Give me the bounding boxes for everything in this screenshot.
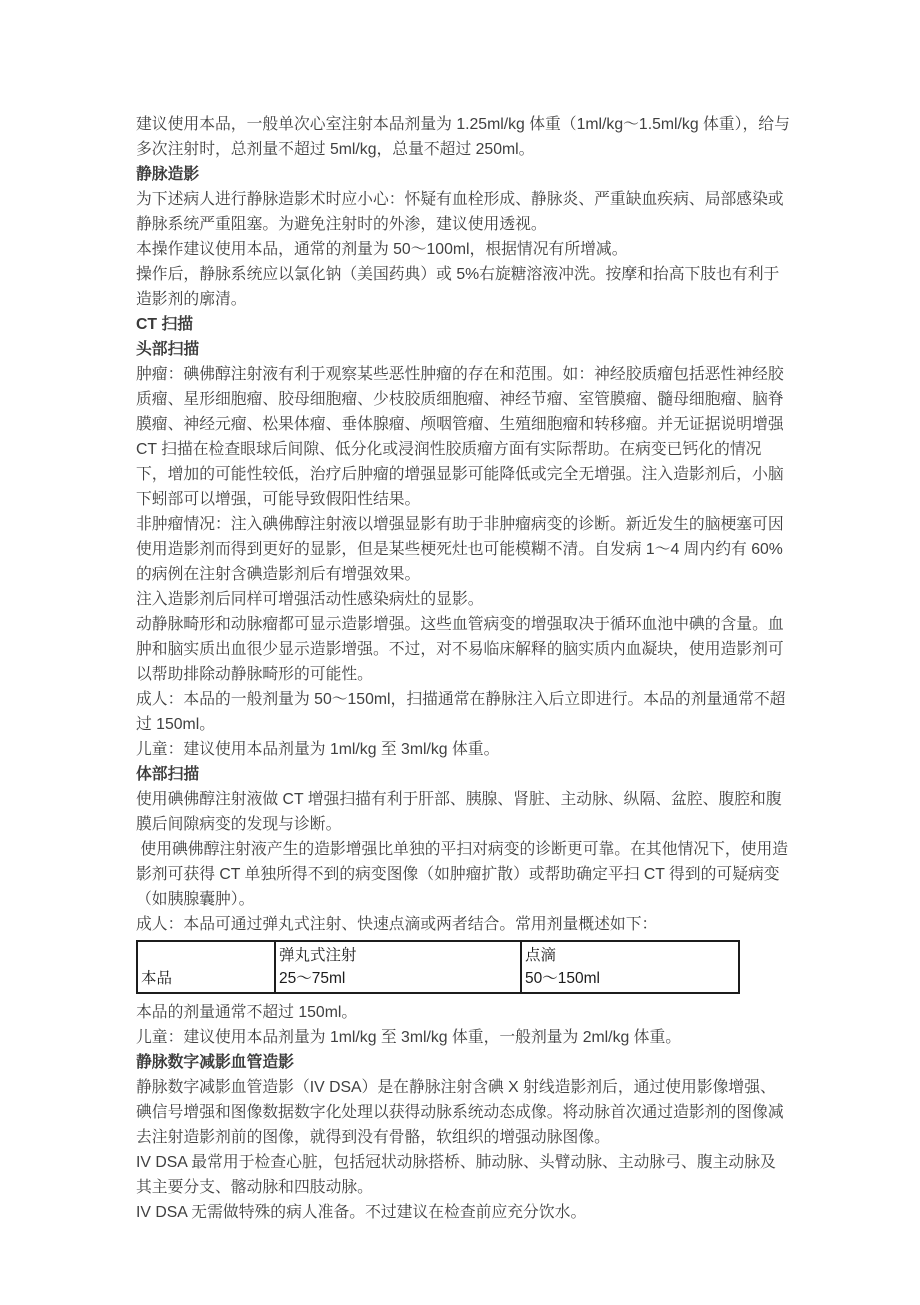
paragraph-head-adult-dose: 成人：本品的一般剂量为 50～150ml，扫描通常在静脉注入后立即进行。本品的剂量通常不超过 150ml。 <box>136 691 786 733</box>
paragraph-venography-caution: 为下述病人进行静脉造影术时应小心：怀疑有血栓形成、静脉炎、严重缺血疾病、局部感染或静脉系统严重阻塞。为避免注射时的外渗，建议使用透视。 <box>136 191 784 233</box>
paragraph-venography-dose: 本操作建议使用本品，通常的剂量为 50～100ml，根据情况有所增减。 <box>136 241 628 258</box>
paragraph-iv-dsa-description: 静脉数字减影血管造影（IV DSA）是在静脉注射含碘 X 射线造影剂后，通过使用影像增强、碘信号增强和图像数据数字化处理以获得动脉系统动态成像。将动脉首次通过造影剂的图像减去注射造影剂前的图像，就得到没有骨骼，软组织的增强动脉图像。 <box>136 1079 784 1146</box>
heading-iv-dsa: 静脉数字减影血管造影 <box>136 1054 294 1071</box>
dosage-table-bolus-value: 25～75ml <box>279 970 346 987</box>
dosage-table <box>136 940 740 994</box>
paragraph-iv-dsa-preparation: IV DSA 无需做特殊的病人准备。不过建议在检查前应充分饮水。 <box>136 1204 587 1221</box>
heading-body-scan: 体部扫描 <box>136 766 200 783</box>
heading-venography: 静脉造影 <box>136 166 200 183</box>
paragraph-body-scan-reliability: 使用碘佛醇注射液产生的造影增强比单独的平扫对病变的诊断更可靠。在其他情况下，使用造影剂可获得 CT 单独所得不到的病变图像（如肿瘤扩散）或帮助确定平扫 CT 得到的可疑病变（如胰腺囊肿）。 <box>136 841 789 908</box>
paragraph-body-adult-dose-intro: 成人：本品可通过弹丸式注射、快速点滴或两者结合。常用剂量概述如下： <box>136 916 658 933</box>
paragraph-infection-enhancement: 注入造影剂后同样可增强活动性感染病灶的显影。 <box>136 591 484 608</box>
paragraph-venography-flush: 操作后，静脉系统应以氯化钠（美国药典）或 5%右旋糖溶液冲洗。按摩和抬高下肢也有利于造影剂的廓清。 <box>136 266 780 308</box>
dosage-table-bolus-header: 弹丸式注射 <box>279 947 357 964</box>
dosage-table-drip-cell <box>520 942 738 992</box>
dosage-table-bolus-cell <box>274 942 520 992</box>
paragraph-avm-aneurysm: 动静脉畸形和动脉瘤都可显示造影增强。这些血管病变的增强取决于循环血池中碘的含量。血肿和脑实质出血很少显示造影增强。不过，对不易临床解释的脑实质内血凝块，使用造影剂可以帮助排除动静脉畸形的可能性。 <box>136 616 784 683</box>
paragraph-body-child-dose: 儿童：建议使用本品剂量为 1ml/kg 至 3ml/kg 体重，一般剂量为 2ml/kg 体重。 <box>136 1029 682 1046</box>
paragraph-body-scan-use: 使用碘佛醇注射液做 CT 增强扫描有利于肝部、胰腺、肾脏、主动脉、纵隔、盆腔、腹腔和腹膜后间隙病变的发现与诊断。 <box>136 791 782 833</box>
paragraph-head-tumor: 肿瘤：碘佛醇注射液有利于观察某些恶性肿瘤的存在和范围。如：神经胶质瘤包括恶性神经胶质瘤、星形细胞瘤、胶母细胞瘤、少枝胶质细胞瘤、神经节瘤、室管膜瘤、髓母细胞瘤、脑脊膜瘤、神经元瘤、松果体瘤、垂体腺瘤、颅咽管瘤、生殖细胞瘤和转移瘤。并无证据说明增强 CT 扫描在检查眼球后间隙、低分化或浸润性胶质瘤方面有实际帮助。在病变已钙化的情况下，增加的可能性较低，治疗后肿瘤的增强显影可能降低或完全无增强。注入造影剂后，小脑下蚓部可以增强，可能导致假阳性结果。 <box>136 366 789 508</box>
paragraph-body-max-dose: 本品的剂量通常不超过 150ml。 <box>136 1004 358 1021</box>
heading-head-scan: 头部扫描 <box>136 341 200 358</box>
paragraph-head-nontumor: 非肿瘤情况：注入碘佛醇注射液以增强显影有助于非肿瘤病变的诊断。新近发生的脑梗塞可因使用造影剂而得到更好的显影，但是某些梗死灶也可能模糊不清。自发病 1～4 周内约有 60%的病例在注射含碘造影剂后有增强效果。 <box>136 516 784 583</box>
dosage-table-drip-header: 点滴 <box>525 947 557 964</box>
dosage-table-product-cell <box>138 942 274 992</box>
paragraph-iv-dsa-applications: IV DSA 最常用于检查心脏，包括冠状动脉搭桥、肺动脉、头臂动脉、主动脉弓、腹主动脉及其主要分支、髂动脉和四肢动脉。 <box>136 1154 776 1196</box>
dosage-table-product-label: 本品 <box>141 970 173 987</box>
dosage-table-drip-value: 50～150ml <box>525 970 600 987</box>
heading-ct-scan: CT 扫描 <box>136 316 194 333</box>
paragraph-head-child-dose: 儿童：建议使用本品剂量为 1ml/kg 至 3ml/kg 体重。 <box>136 741 500 758</box>
paragraph-ventricular-dose: 建议使用本品，一般单次心室注射本品剂量为 1.25ml/kg 体重（1ml/kg～1.5ml/kg 体重），给与多次注射时，总剂量不超过 5ml/kg，总量不超过 250ml。 <box>136 116 790 158</box>
